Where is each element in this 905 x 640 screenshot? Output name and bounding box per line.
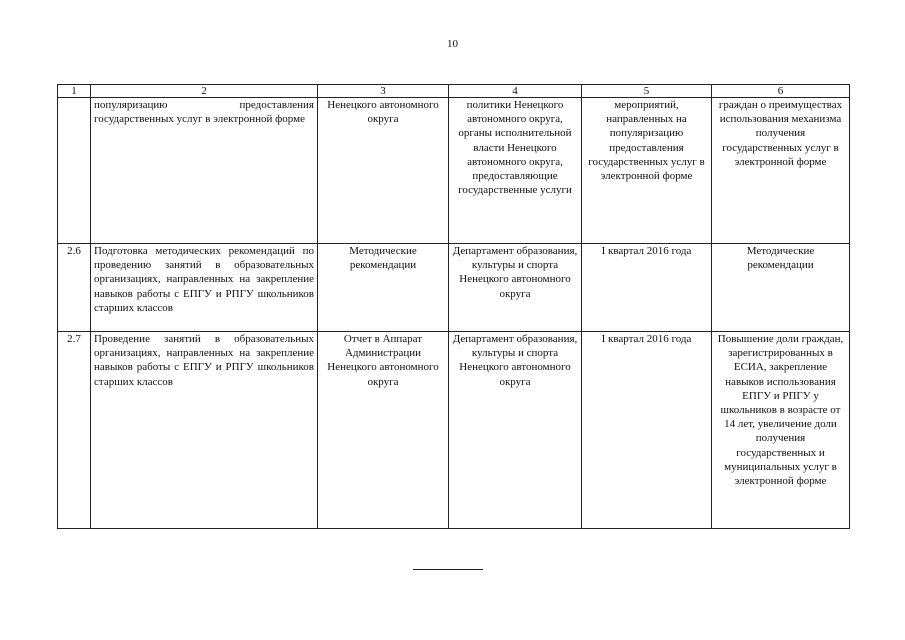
row-number: 2.6	[58, 244, 91, 332]
column-number-2: 2	[91, 85, 318, 98]
row-number: 2.7	[58, 332, 91, 529]
term-cell: мероприятий, направленных на популяризацию предоставления государственных услуг в электронной форме	[582, 98, 712, 244]
column-number-5: 5	[582, 85, 712, 98]
table-row	[58, 332, 850, 529]
responsible-cell: Департамент образования, культуры и спорта Ненецкого автономного округа	[449, 332, 582, 529]
document-cell: Методические рекомендации	[318, 244, 449, 332]
document-cell: Отчет в Аппарат Администрации Ненецкого автономного округа	[318, 332, 449, 529]
column-number-1: 1	[58, 85, 91, 98]
measures-table	[57, 84, 850, 529]
table-row	[58, 98, 850, 244]
responsible-cell: политики Ненецкого автономного округа, органы исполнительной власти Ненецкого автономного округа, предоставляющие государственные услуги	[449, 98, 582, 244]
responsible-cell: Департамент образования, культуры и спорта Ненецкого автономного округа	[449, 244, 582, 332]
page-number: 10	[447, 38, 458, 50]
end-divider-line	[413, 569, 483, 570]
term-cell: I квартал 2016 года	[582, 244, 712, 332]
term-cell: I квартал 2016 года	[582, 332, 712, 529]
column-number-6: 6	[712, 85, 850, 98]
result-cell: граждан о преимуществах использования механизма получения государственных услуг в электронной форме	[712, 98, 850, 244]
activity-cell: Подготовка методических рекомендаций по проведению занятий в образовательных организациях, направленных на закрепление навыков работы с ЕПГУ и РПГУ школьников старших классов	[91, 244, 318, 332]
column-number-4: 4	[449, 85, 582, 98]
row-number	[58, 98, 91, 244]
result-cell: Повышение доли граждан, зарегистрированных в ЕСИА, закрепление навыков использования ЕПГУ и РПГУ у школьников в возрасте от 14 лет, увеличение доли получения государственных и муниципальных услуг в электронной форме	[712, 332, 850, 529]
table-header-row	[58, 85, 850, 98]
document-cell: Ненецкого автономного округа	[318, 98, 449, 244]
table-row	[58, 244, 850, 332]
column-number-3: 3	[318, 85, 449, 98]
result-cell: Методические рекомендации	[712, 244, 850, 332]
activity-cell: Проведение занятий в образовательных организациях, направленных на закрепление навыков работы с ЕПГУ и РПГУ школьников старших классов	[91, 332, 318, 529]
activity-cell: популяризацию предоставления государственных услуг в электронной форме	[91, 98, 318, 244]
